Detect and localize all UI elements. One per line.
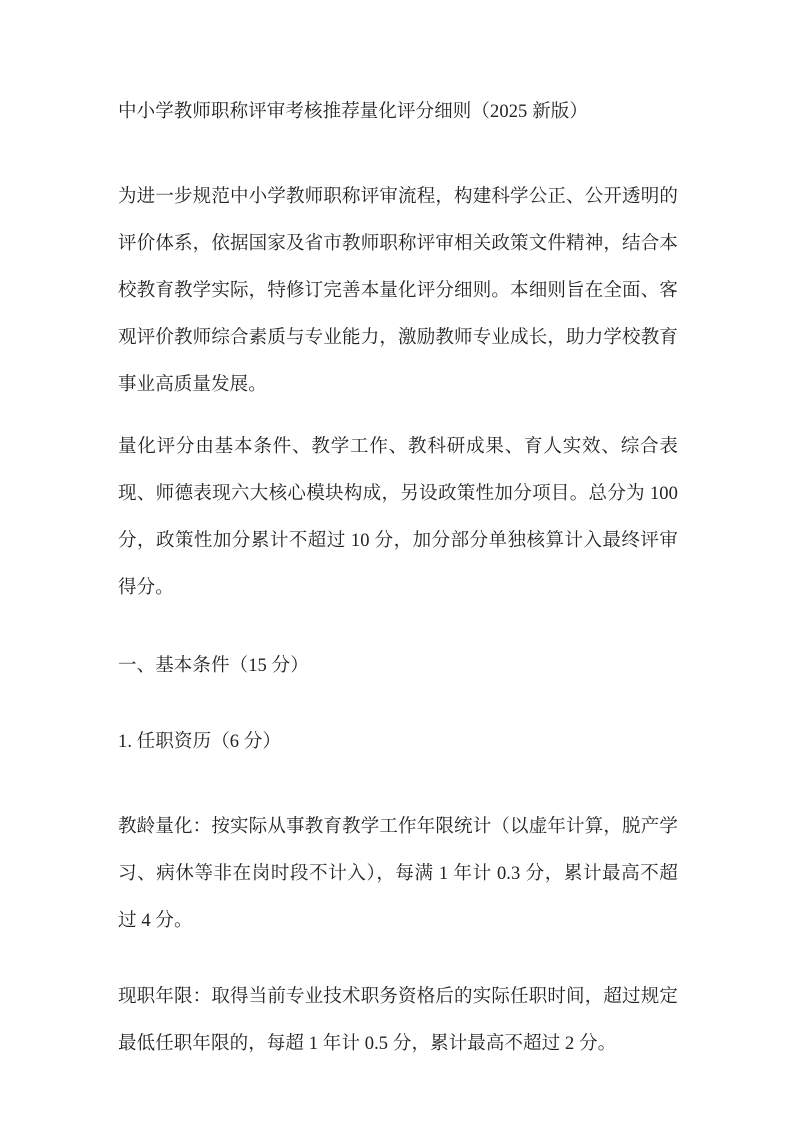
intro-paragraph-modules: 量化评分由基本条件、教学工作、教科研成果、育人实效、综合表现、师德表现六大核心模块构成，另设政策性加分项目。总分为 100 分，政策性加分累计不超过 10 分，加分部分单独核算计入最终评审得分。 xyxy=(118,437,678,598)
intro-paragraph-purpose: 为进一步规范中小学教师职称评审流程，构建科学公正、公开透明的评价体系，依据国家及省市教师职称评审相关政策文件精神，结合本校教育教学实际，特修订完善本量化评分细则。本细则旨在全面、客观评价教师综合素质与专业能力，激励教师专业成长，助力学校教育事业高质量发展。 xyxy=(118,187,678,395)
paragraph-current-position-years: 现职年限：取得当前专业技术职务资格后的实际任职时间，超过规定最低任职年限的，每超 1 年计 0.5 分，累计最高不超过 2 分。 xyxy=(118,987,678,1054)
paragraph-teaching-age-quantification: 教龄量化：按实际从事教育教学工作年限统计（以虚年计算，脱产学习、病休等非在岗时段不计入），每满 1 年计 0.3 分，累计最高不超过 4 分。 xyxy=(118,817,678,931)
document-title: 中小学教师职称评审考核推荐量化评分细则（2025 新版） xyxy=(118,102,588,122)
section-heading-basic-conditions: 一、基本条件（15 分） xyxy=(118,656,309,676)
subsection-heading-tenure-qualification: 1. 任职资历（6 分） xyxy=(118,732,282,752)
